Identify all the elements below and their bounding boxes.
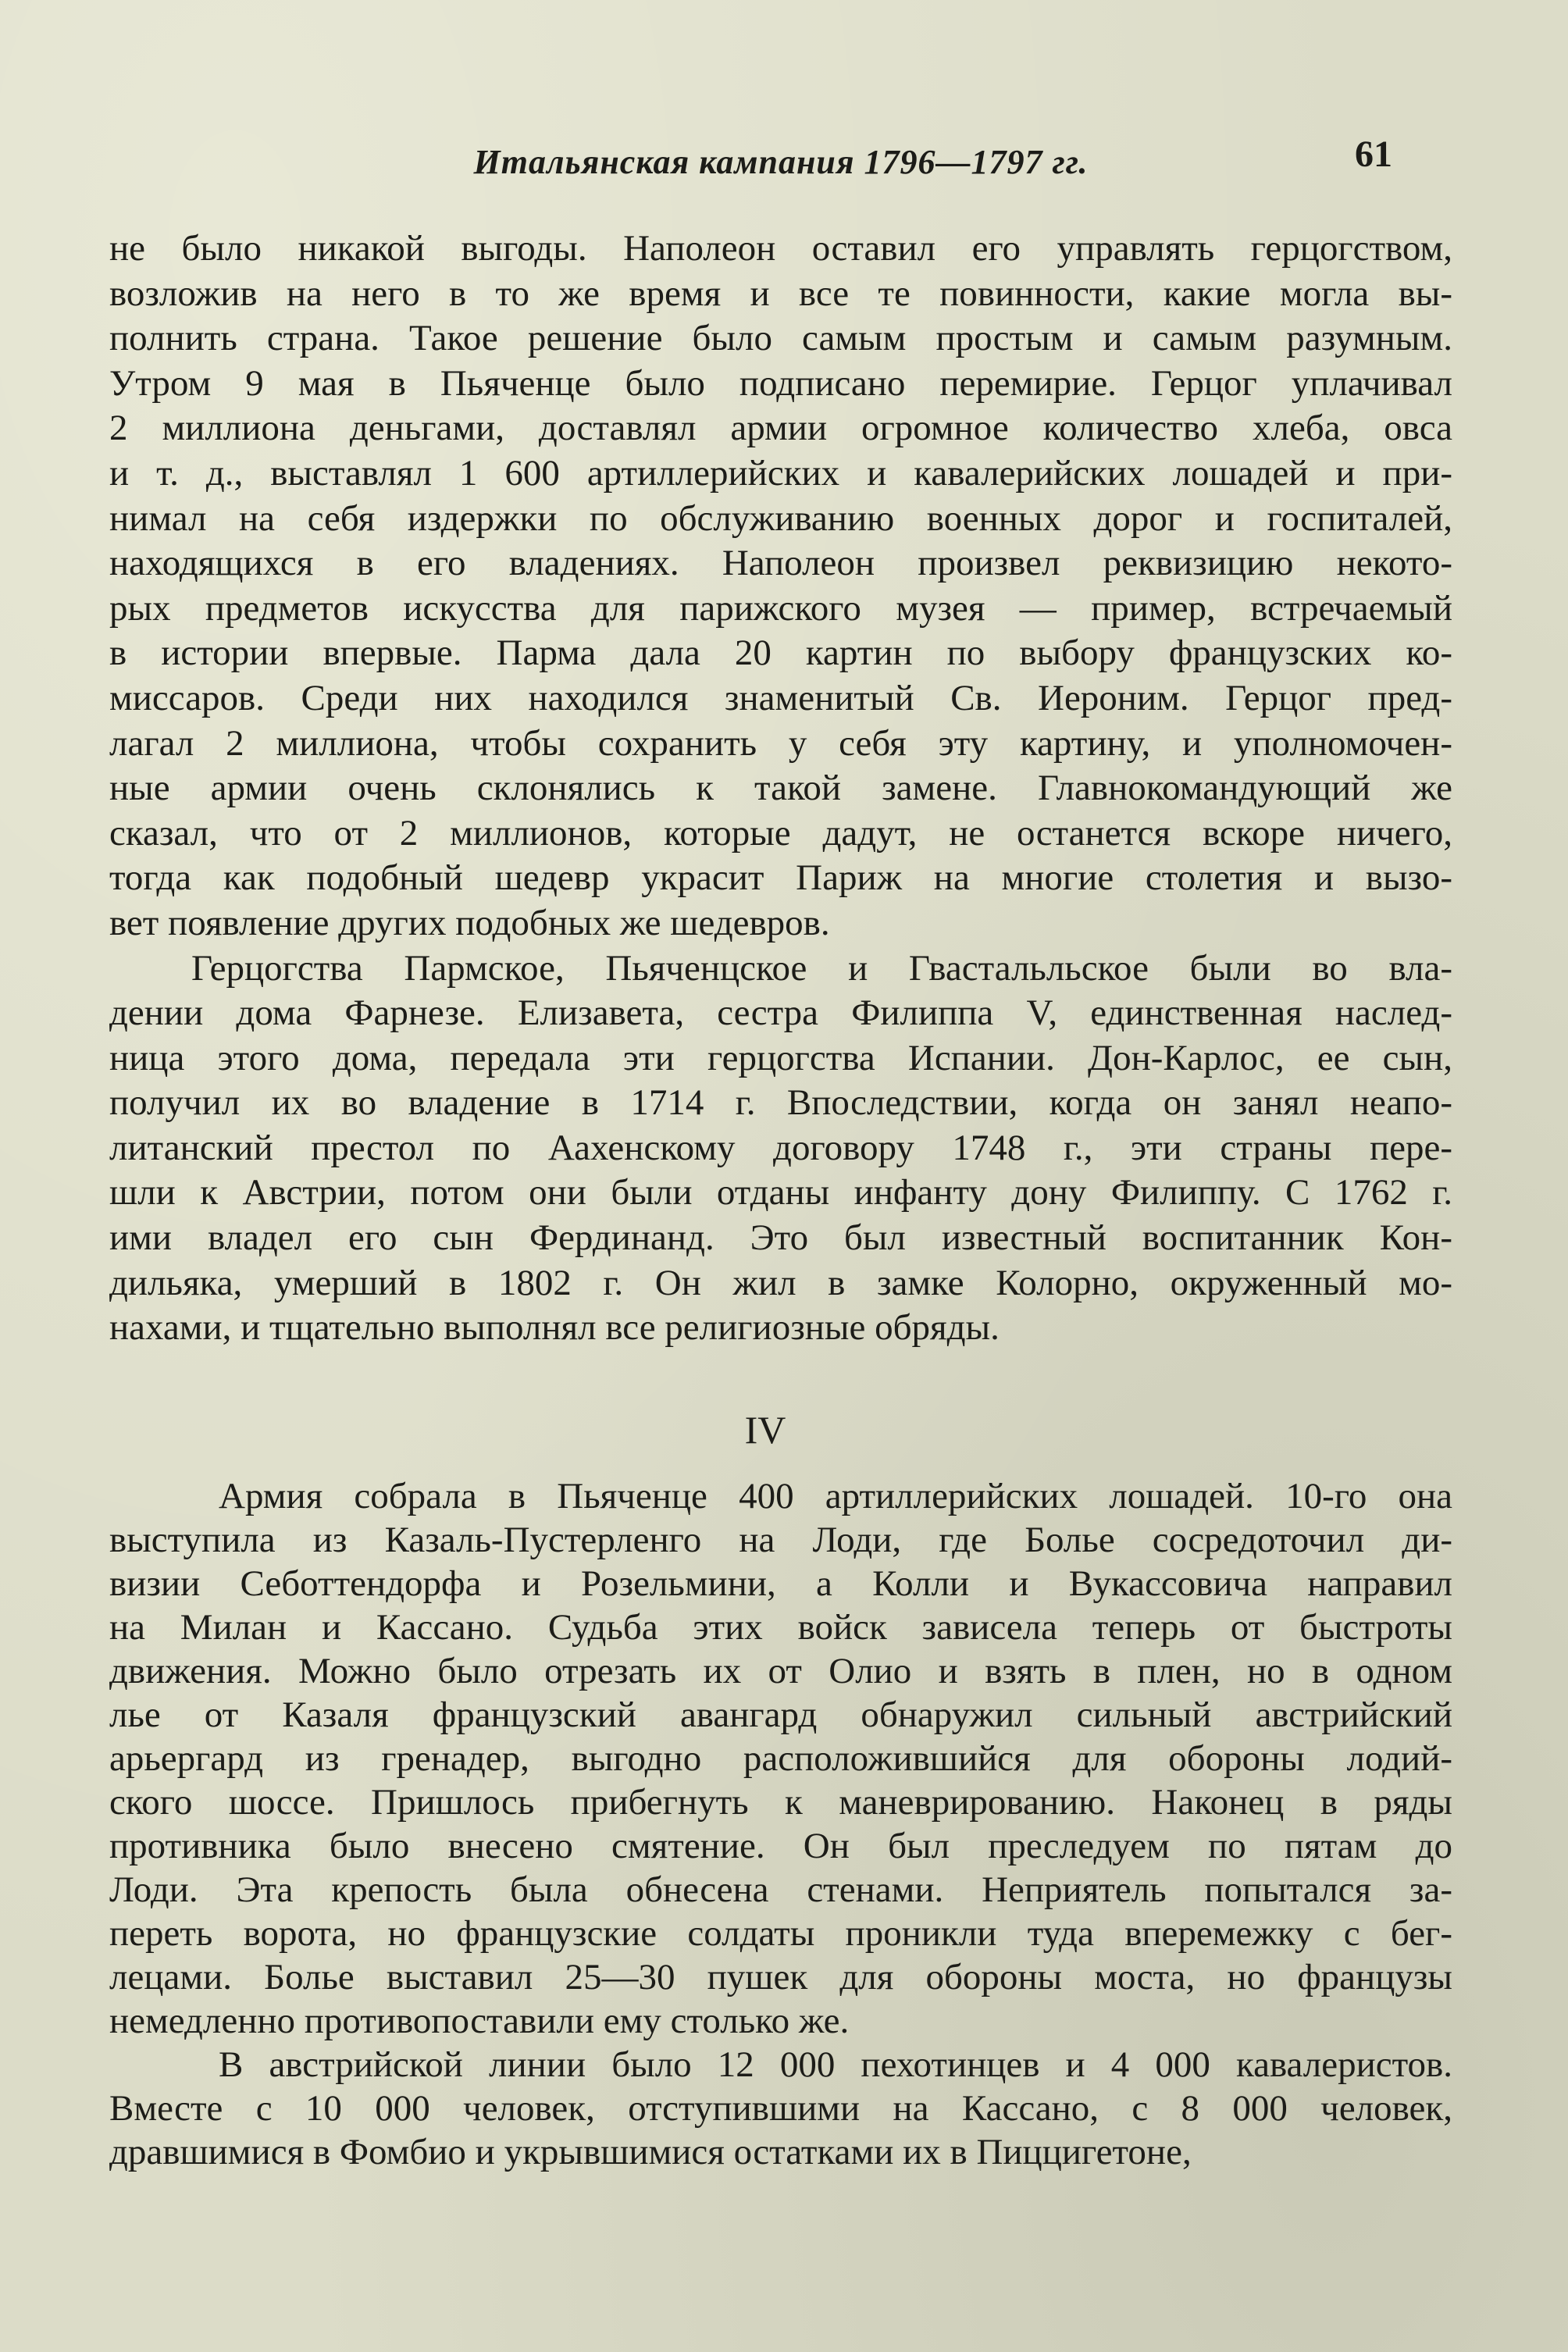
text-line: В австрийской линии было 12 000 пехотинцев и 4 000 кавалеристов. xyxy=(219,2044,1452,2085)
text-line: выступила из Казаль-Пустерленго на Лоди, где Болье сосредоточил ди- xyxy=(109,1520,1452,1560)
text-line: немедленно противопоставили ему столько же. xyxy=(109,2001,850,2041)
text-line: полнить страна. Такое решение было самым простым и самым разумным. xyxy=(109,318,1452,359)
text-line: рых предметов искусства для парижского музея — пример, встречаемый xyxy=(109,587,1452,629)
text-line: нахами, и тщательно выполнял все религиозные обряды. xyxy=(109,1307,1000,1349)
section-1-text xyxy=(109,226,1452,1351)
paragraph-1 xyxy=(109,226,1452,946)
text-line: Герцогства Пармское, Пьяченцское и Гвастальльское были во вла- xyxy=(191,947,1452,989)
text-line: визии Себоттендорфа и Розельмини, а Колли и Вукассовича направил xyxy=(109,1563,1452,1604)
text-line: Армия собрала в Пьяченце 400 артиллерийских лошадей. 10-го она xyxy=(219,1476,1452,1516)
text-line: на Милан и Кассано. Судьба этих войск зависела теперь от быстроты xyxy=(109,1607,1452,1648)
text-line: литанский престол по Аахенскому договору 1748 г., эти страны пере- xyxy=(109,1127,1452,1168)
text-line: сказал, что от 2 миллионов, которые дадут, не останется вскоре ничего, xyxy=(109,812,1452,853)
paragraph-2 xyxy=(109,946,1452,1351)
text-line: нимал на себя издержки по обслуживанию военных дорог и госпиталей, xyxy=(109,497,1452,539)
text-line: 2 миллиона деньгами, доставлял армии огромное количество хлеба, овса xyxy=(109,408,1452,449)
text-line: движения. Можно было отрезать их от Олио и взять в плен, но в одном xyxy=(109,1651,1452,1691)
text-line: арьергард из гренадер, выгодно расположившийся для обороны лодий- xyxy=(109,1738,1452,1779)
text-line: дильяка, умерший в 1802 г. Он жил в замке Колорно, окруженный мо- xyxy=(109,1262,1452,1303)
text-line: ского шоссе. Пришлось прибегнуть к маневрированию. Наконец в ряды xyxy=(109,1782,1452,1823)
text-line: и т. д., выставлял 1 600 артиллерийских и кавалерийских лошадей и при- xyxy=(109,452,1452,494)
text-line: тогда как подобный шедевр украсит Париж на многие столетия и вызо- xyxy=(109,857,1452,899)
text-line: шли к Австрии, потом они были отданы инфанту дону Филиппу. С 1762 г. xyxy=(109,1172,1452,1213)
text-line: находящихся в его владениях. Наполеон произвел реквизицию некото- xyxy=(109,543,1452,584)
paragraph-4 xyxy=(109,2043,1452,2174)
text-line: ница этого дома, передала эти герцогства Испании. Дон-Карлос, ее сын, xyxy=(109,1037,1452,1078)
text-line: Лоди. Эта крепость была обнесена стенами. Неприятель попытался за- xyxy=(109,1869,1452,1910)
paragraph-3 xyxy=(109,1474,1452,2043)
text-line: ные армии очень склонялись к такой замене. Главнокомандующий же xyxy=(109,768,1452,809)
text-line: в истории впервые. Парма дала 20 картин по выбору французских ко- xyxy=(109,633,1452,674)
text-line: противника было внесено смятение. Он был преследуем по пятам до xyxy=(109,1826,1452,1866)
text-line: получил их во владение в 1714 г. Впоследствии, когда он занял неапо- xyxy=(109,1082,1452,1124)
text-line: дении дома Фарнезе. Елизавета, сестра Филиппа V, единственная наслед- xyxy=(109,992,1452,1034)
section-2-text xyxy=(109,1474,1452,2174)
text-line: лагал 2 миллиона, чтобы сохранить у себя эту картину, и уполномочен- xyxy=(109,722,1452,764)
text-line: Утром 9 мая в Пьяченце было подписано перемирие. Герцог уплачивал xyxy=(109,362,1452,404)
running-title: Итальянская кампания 1796—1797 гг. xyxy=(473,143,1089,181)
section-numeral: IV xyxy=(744,1408,786,1452)
text-line: лье от Казаля французский авангард обнаружил сильный австрийский xyxy=(109,1695,1452,1735)
text-line: Вместе с 10 000 человек, отступившими на Кассано, с 8 000 человек, xyxy=(109,2088,1452,2129)
text-line: вет появление других подобных же шедевров. xyxy=(109,902,830,943)
text-line: лецами. Болье выставил 25—30 пушек для обороны моста, но французы xyxy=(109,1957,1452,1997)
text-line: дравшимися в Фомбио и укрывшимися остатками их в Пиццигетоне, xyxy=(109,2132,1192,2172)
text-line: миссаров. Среди них находился знаменитый Св. Иероним. Герцог пред- xyxy=(109,677,1452,718)
text-line: ими владел его сын Фердинанд. Это был известный воспитанник Кон- xyxy=(109,1217,1452,1259)
page-number: 61 xyxy=(1355,134,1392,175)
text-line: переть ворота, но французские солдаты проникли туда вперемежку с бег- xyxy=(109,1913,1452,1954)
text-line: возложив на него в то же время и все те повинности, какие могла вы- xyxy=(109,273,1452,314)
text-line: не было никакой выгоды. Наполеон оставил его управлять герцогством, xyxy=(109,228,1452,269)
